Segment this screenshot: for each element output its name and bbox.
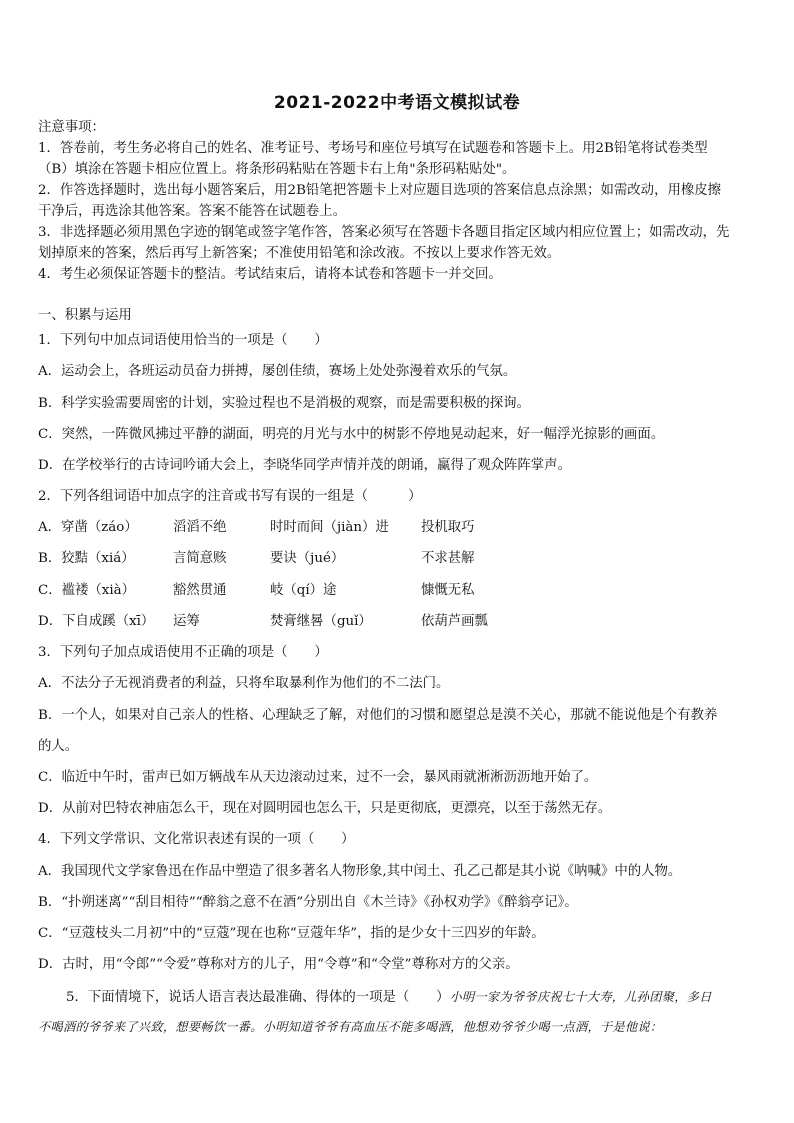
option-cell: 运筹 (173, 614, 200, 629)
option-cell: B．狡黠（xiá） (38, 551, 135, 566)
option-cell: 依葫芦画瓢 (421, 614, 488, 629)
question-4-option-c: C．“豆蔻枝头二月初”中的“豆蔻”现在也称“豆蔻年华”，指的是少女十三四岁的年龄。 (38, 926, 545, 941)
question-3-option-d: D．从前对巴特农神庙怎么干，现在对圆明园也怎么干，只是更彻底，更漂亮，以至于荡然无存。 (38, 801, 612, 816)
notice-line: 3．非选择题必须用黑色字迹的钢笔或签字笔作答，答案必须写在答题卡各题目指定区域内相应位置上；如需改动，先 (38, 225, 730, 240)
option-cell: C．褴褛（xià） (38, 583, 136, 598)
question-1-option-b: B．科学实验需要周密的计划，实验过程也不是消极的观察，而是需要积极的探询。 (38, 396, 530, 411)
question-1-option-d: D．在学校举行的古诗词吟诵大会上，李晓华同学声情并茂的朗诵，赢得了观众阵阵掌声。 (38, 458, 571, 473)
question-2-stem: 2．下列各组词语中加点字的注音或书写有误的一组是（ ） (38, 489, 422, 504)
option-cell: A．穿凿（záo） (38, 520, 138, 535)
page-title: 2021-2022中考语文模拟试卷 (273, 93, 521, 113)
option-cell: 时时而间（jiàn）进 (270, 520, 389, 535)
option-cell: 不求甚解 (421, 551, 475, 566)
option-cell: 豁然贯通 (173, 583, 227, 598)
option-cell: 滔滔不绝 (173, 520, 227, 535)
question-3-option-a: A．不法分子无视消费者的利益，只将牟取暴利作为他们的不二法门。 (38, 676, 450, 691)
question-4-stem: 4．下列文学常识、文化常识表述有误的一项（ ） (38, 832, 355, 847)
option-cell: 焚膏继晷（guǐ） (270, 614, 372, 629)
question-5-stem: 5．下面情境下，说话人语言表达最准确、得体的一项是（ ） (66, 990, 450, 1005)
option-cell: 言简意赅 (173, 551, 227, 566)
question-3-option-b-cont: 的人。 (38, 739, 79, 754)
option-cell: 慷慨无私 (421, 583, 475, 598)
notice-line: 划掉原来的答案，然后再写上新答案；不准使用铅笔和涂改液。不按以上要求作答无效。 (38, 246, 561, 261)
question-5-scenario-cont: 不喝酒的爷爷来了兴致，想要畅饮一番。小明知道爷爷有高血压不能多喝酒，他想劝爷爷少喝一点酒，于是他说： (38, 1020, 663, 1034)
option-cell: 岐（qí）途 (270, 583, 337, 598)
question-3-stem: 3．下列句子加点成语使用不正确的项是（ ） (38, 645, 328, 660)
notice-line: 2．作答选择题时，选出每小题答案后，用2B铅笔把答题卡上对应题目选项的答案信息点涂黑；如需改动，用橡皮擦 (38, 183, 722, 198)
option-cell: 要诀（jué） (270, 551, 345, 566)
question-5 (66, 987, 760, 1008)
notice-line: 1．答卷前，考生务必将自己的姓名、准考证号、考场号和座位号填写在试题卷和答题卡上。用2B铅笔将试卷类型 (38, 141, 708, 156)
option-cell: 投机取巧 (421, 520, 475, 535)
question-5-scenario: 小明一家为爷爷庆祝七十大寿，儿孙团聚，多日 (449, 990, 712, 1004)
notice-line: 干净后，再选涂其他答案。答案不能答在试题卷上。 (38, 204, 346, 219)
notice-heading: 注意事项： (38, 120, 105, 135)
question-3-option-c: C．临近中午时，雷声已如万辆战车从天边滚动过来，过不一会，暴风雨就淅淅沥沥地开始了。 (38, 770, 598, 785)
notice-line: 4．考生必须保证答题卡的整洁。考试结束后，请将本试卷和答题卡一并交回。 (38, 267, 502, 282)
section-heading: 一、积累与运用 (38, 308, 132, 323)
question-4-option-d: D．古时，用“令郎”“令爱”尊称对方的儿子，用“令尊”和“令堂”尊称对方的父亲。 (38, 957, 519, 972)
question-4-option-b: B．“扑朔迷离”“刮目相待”“醉翁之意不在酒”分别出自《木兰诗》《孙权劝学》《醉翁亭记》。 (38, 895, 578, 910)
question-1-stem: 1．下列句中加点词语使用恰当的一项是（ ） (38, 333, 328, 348)
question-4-option-a: A．我国现代文学家鲁迅在作品中塑造了很多著名人物形象,其中闰土、孔乙己都是其小说《呐喊》中的人物。 (38, 864, 682, 879)
question-1-option-c: C．突然，一阵微风拂过平静的湖面，明亮的月光与水中的树影不停地晃动起来，好一幅浮光掠影的画面。 (38, 427, 665, 442)
option-cell: D．下自成蹊（xī） (38, 614, 155, 629)
question-1-option-a: A．运动会上，各班运动员奋力拼搏，屡创佳绩，赛场上处处弥漫着欢乐的气氛。 (38, 364, 517, 379)
notice-line: （B）填涂在答题卡相应位置上。将条形码粘贴在答题卡右上角"条形码粘贴处"。 (38, 162, 516, 177)
question-3-option-b: B．一个人，如果对自己亲人的性格、心理缺乏了解，对他们的习惯和愿望总是漠不关心，那就不能说他是个有教养 (38, 708, 718, 723)
